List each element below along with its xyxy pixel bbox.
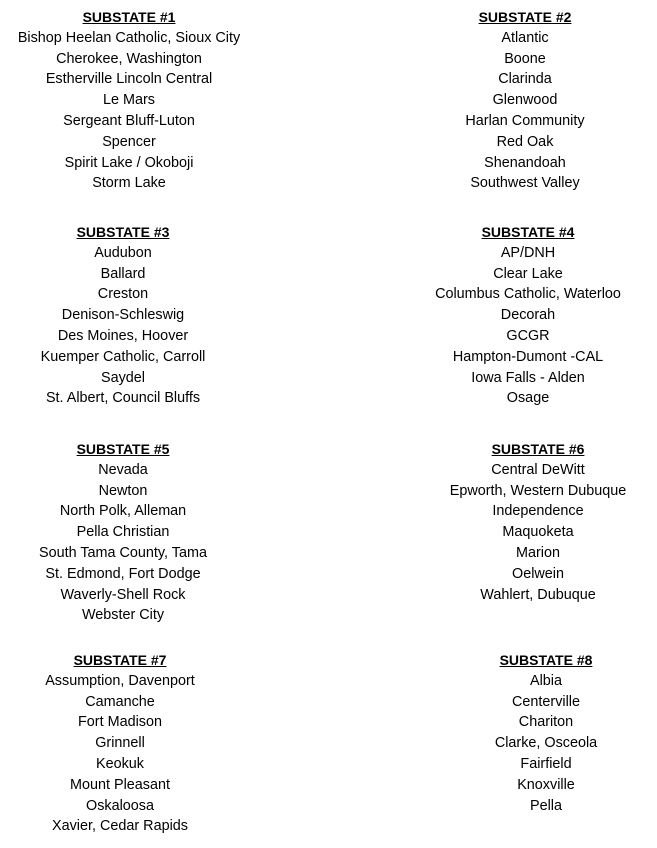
school-item: Denison-Schleswig: [61, 307, 185, 324]
school-item: Wahlert, Dubuque: [480, 586, 596, 603]
school-item: St. Edmond, Fort Dodge: [45, 565, 201, 582]
school-item: South Tama County, Tama: [39, 544, 207, 561]
substate-title: SUBSTATE #2: [478, 9, 572, 25]
substate-block-4: [378, 222, 657, 409]
school-item: Hampton-Dumont -CAL: [452, 348, 604, 365]
school-item: Maquoketa: [502, 524, 574, 541]
school-item: Fort Madison: [78, 714, 162, 731]
school-item: Shenandoah: [484, 154, 566, 171]
school-item: Camanche: [85, 693, 155, 710]
school-list: [396, 671, 657, 817]
school-item: Central DeWitt: [491, 461, 585, 478]
substate-title: SUBSTATE #1: [82, 9, 176, 25]
school-item: Ballard: [100, 265, 146, 282]
school-item: Knoxville: [517, 776, 575, 793]
school-item: Centerville: [512, 693, 580, 710]
substate-title: SUBSTATE #5: [76, 441, 170, 457]
school-item: Des Moines, Hoover: [57, 327, 189, 344]
school-item: Atlantic: [501, 29, 549, 46]
school-item: Boone: [504, 50, 546, 67]
substate-block-8: [396, 650, 657, 816]
school-item: Bishop Heelan Catholic, Sioux City: [17, 29, 241, 46]
school-item: Clarke, Osceola: [494, 735, 598, 752]
school-item: Nevada: [98, 461, 148, 478]
school-item: Audubon: [94, 244, 152, 261]
school-list: [0, 460, 273, 626]
substate-block-3: [0, 222, 273, 409]
school-item: Spirit Lake / Okoboji: [64, 154, 194, 171]
school-item: Fairfield: [520, 755, 572, 772]
school-item: Albia: [530, 672, 562, 689]
school-item: Newton: [98, 482, 148, 499]
school-list: [388, 460, 657, 606]
school-item: Keokuk: [96, 755, 144, 772]
school-item: North Polk, Alleman: [59, 503, 187, 520]
school-item: Oskaloosa: [86, 797, 154, 814]
substate-block-6: [388, 439, 657, 605]
school-item: Independence: [492, 503, 584, 520]
school-item: Kuemper Catholic, Carroll: [40, 348, 206, 365]
school-item: Red Oak: [496, 133, 554, 150]
school-item: GCGR: [506, 327, 550, 344]
school-item: Estherville Lincoln Central: [45, 71, 213, 88]
school-item: Le Mars: [103, 92, 155, 109]
substate-block-1: [0, 7, 279, 194]
school-item: Storm Lake: [92, 175, 166, 192]
school-item: Oelwein: [512, 565, 564, 582]
school-item: Clarinda: [498, 71, 552, 88]
school-item: Assumption, Davenport: [45, 672, 195, 689]
school-item: Pella: [530, 797, 562, 814]
school-item: Spencer: [102, 133, 156, 150]
school-list: [0, 28, 279, 194]
school-item: Columbus Catholic, Waterloo: [435, 286, 621, 303]
substate-block-7: [0, 650, 270, 837]
school-item: Harlan Community: [465, 112, 585, 129]
school-item: Grinnell: [95, 735, 145, 752]
school-item: Marion: [516, 544, 560, 561]
school-item: AP/DNH: [500, 244, 556, 261]
substate-block-2: [375, 7, 657, 194]
school-list: [375, 28, 657, 194]
school-item: Glenwood: [492, 92, 558, 109]
school-item: Xavier, Cedar Rapids: [52, 818, 188, 835]
school-item: St. Albert, Council Bluffs: [45, 390, 201, 407]
school-item: Pella Christian: [76, 524, 170, 541]
substate-title: SUBSTATE #3: [76, 224, 170, 240]
substate-title: SUBSTATE #8: [499, 652, 593, 668]
school-item: Saydel: [100, 369, 145, 386]
school-list: [0, 243, 273, 409]
school-item: Mount Pleasant: [70, 776, 170, 793]
school-item: Southwest Valley: [470, 175, 580, 192]
school-item: Cherokee, Washington: [56, 50, 202, 67]
substate-title: SUBSTATE #4: [481, 224, 575, 240]
substate-title: SUBSTATE #6: [491, 441, 585, 457]
school-item: Sergeant Bluff-Luton: [63, 112, 195, 129]
school-list: [378, 243, 657, 409]
school-item: Iowa Falls - Alden: [471, 369, 585, 386]
substate-block-5: [0, 439, 273, 626]
school-item: Clear Lake: [493, 265, 563, 282]
school-item: Decorah: [500, 307, 556, 324]
school-list: [0, 671, 270, 837]
substate-title: SUBSTATE #7: [73, 652, 167, 668]
school-item: Chariton: [518, 714, 574, 731]
school-item: Waverly-Shell Rock: [60, 586, 186, 603]
school-item: Webster City: [81, 607, 165, 624]
school-item: Creston: [97, 286, 149, 303]
school-item: Osage: [506, 390, 550, 407]
school-item: Epworth, Western Dubuque: [449, 482, 627, 499]
